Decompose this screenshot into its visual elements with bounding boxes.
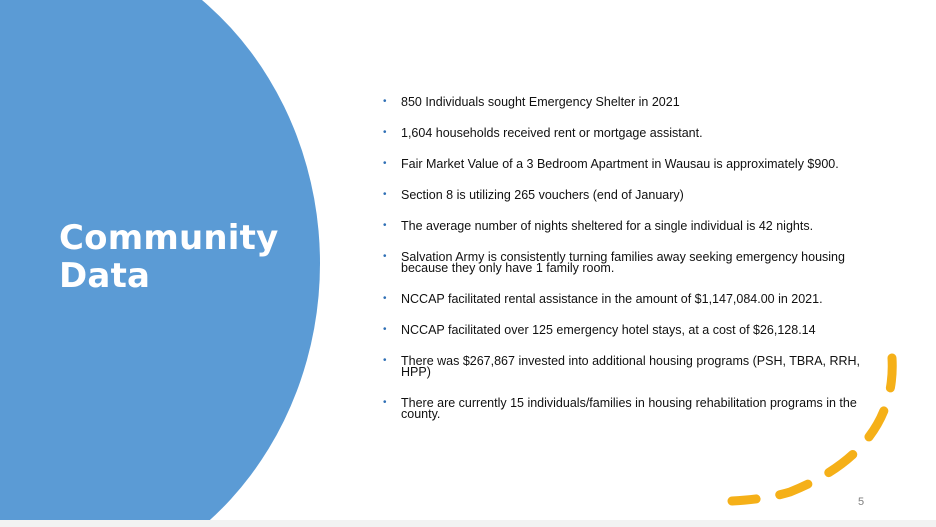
- bullet-item: [383, 128, 703, 139]
- bullet-text: Section 8 is utilizing 265 vouchers (end of January): [401, 188, 684, 202]
- bullet-item: [383, 221, 813, 232]
- bullet-text: 1,604 households received rent or mortgage assistant.: [401, 126, 703, 140]
- slide-title: [59, 219, 299, 295]
- bullet-dot-icon: •: [383, 189, 387, 200]
- bullet-dot-icon: •: [383, 220, 387, 231]
- bullet-item: [383, 325, 816, 336]
- bullet-dot-icon: •: [383, 158, 387, 169]
- bullet-text: There are currently 15 individuals/families in housing rehabilitation programs in the county.: [401, 396, 857, 421]
- slide-title-line-1: Community: [59, 218, 279, 258]
- bullet-text: There was $267,867 invested into additional housing programs (PSH, TBRA, RRH, HPP): [401, 354, 861, 379]
- bullet-text: NCCAP facilitated rental assistance in the amount of $1,147,084.00 in 2021.: [401, 292, 823, 306]
- bullet-item: [383, 190, 684, 201]
- bullet-item: [383, 252, 868, 274]
- page-number: 5: [858, 496, 865, 508]
- bullet-dot-icon: •: [383, 127, 387, 138]
- bullet-dot-icon: •: [383, 397, 387, 408]
- bullet-dot-icon: •: [383, 251, 387, 262]
- bullet-text: Fair Market Value of a 3 Bedroom Apartment in Wausau is approximately $900.: [401, 157, 839, 171]
- bullet-item: [383, 356, 868, 378]
- bullet-dot-icon: •: [383, 96, 387, 107]
- slide-title-line-2: Data: [59, 256, 151, 296]
- bullet-item: [383, 159, 839, 170]
- bullet-text: The average number of nights sheltered for a single individual is 42 nights.: [401, 219, 814, 233]
- bullet-text: NCCAP facilitated over 125 emergency hotel stays, at a cost of $26,128.14: [401, 323, 816, 337]
- bullet-item: [383, 97, 680, 108]
- bullet-dot-icon: •: [383, 293, 387, 304]
- bullet-item: [383, 294, 823, 305]
- slide-bottom-edge: [0, 520, 936, 527]
- bullet-dot-icon: •: [383, 324, 387, 335]
- bullet-text: 850 Individuals sought Emergency Shelter in 2021: [401, 95, 680, 109]
- bullet-text: Salvation Army is consistently turning families away seeking emergency housing because they only have 1 family room.: [401, 250, 845, 275]
- bullet-dot-icon: •: [383, 355, 387, 366]
- bullet-item: [383, 398, 868, 420]
